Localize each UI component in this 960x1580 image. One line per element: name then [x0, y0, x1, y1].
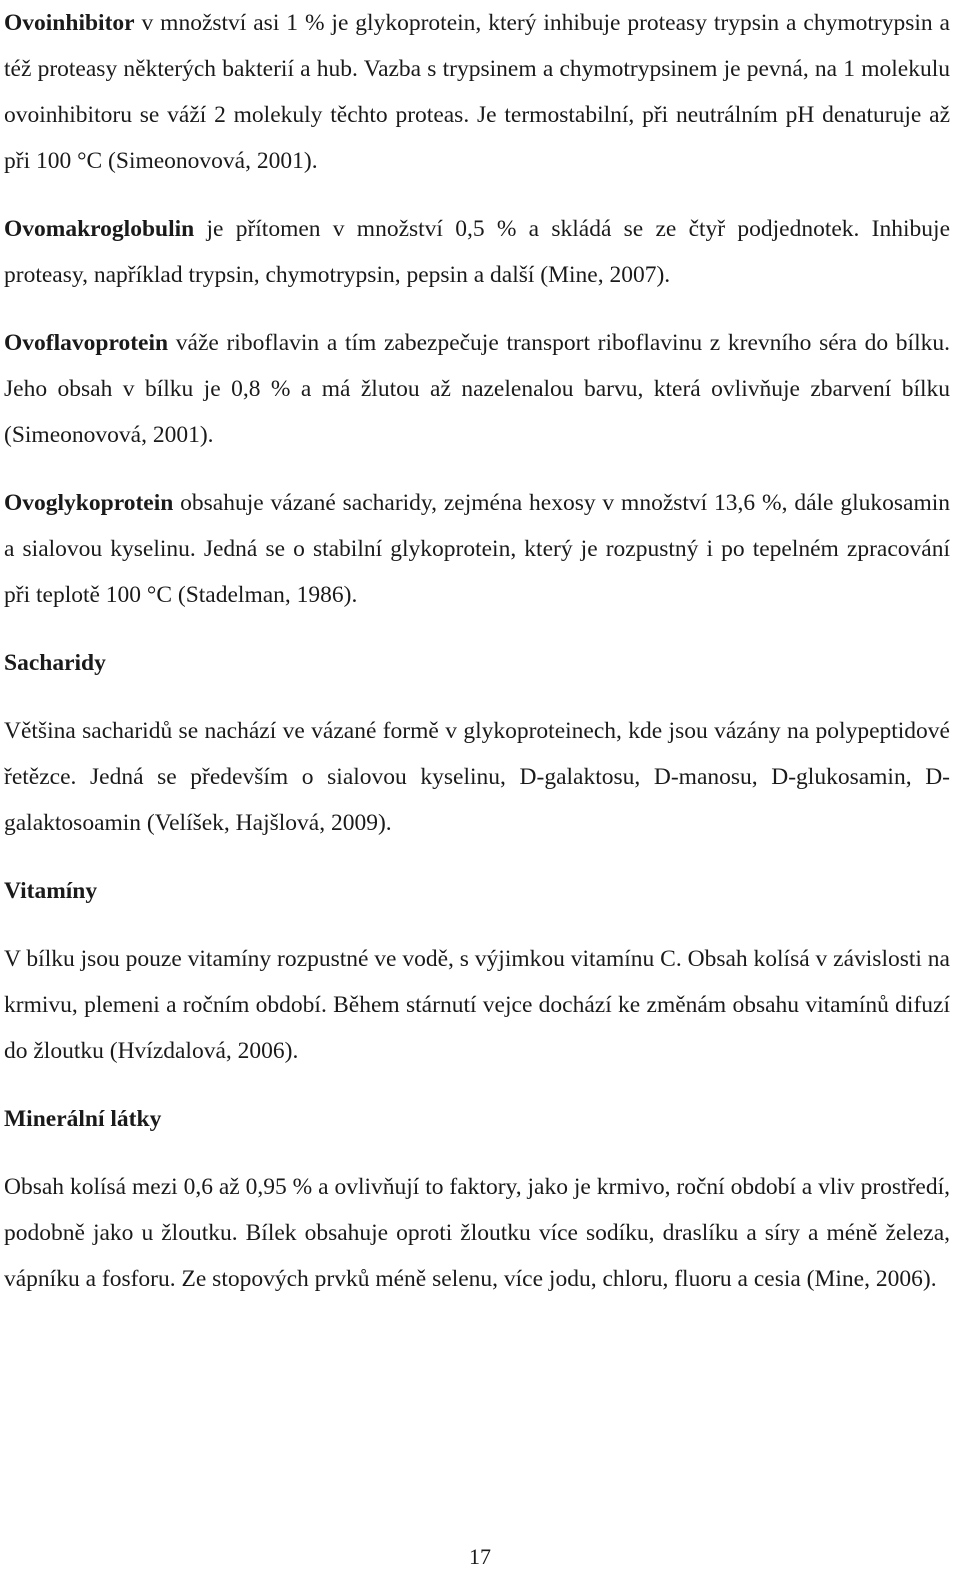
- paragraph-sacharidy: Většina sacharidů se nachází ve vázané formě v glykoproteinech, kde jsou vázány na polypeptidové řetězce. Jedná se především o sialovou kyselinu, D-galaktosu, D-manosu, D-glukosamin, D-galaktosoamin (Velíšek, Hajšlová, 2009).: [4, 718, 950, 836]
- paragraph-ovoglykoprotein: [4, 480, 950, 618]
- page-number: 17: [469, 1544, 491, 1569]
- paragraph-ovomakroglobulin-text: je přítomen v množství 0,5 % a skládá se ze čtyř podjednotek. Inhibuje proteasy, například trypsin, chymotrypsin, pepsin a další (Mine, 2007).: [4, 216, 950, 288]
- heading-vitaminy: Vitamíny: [4, 878, 98, 904]
- term-ovomakroglobulin: Ovomakroglobulin: [4, 216, 195, 242]
- paragraph-ovoglykoprotein-text: obsahuje vázané sacharidy, zejména hexosy v množství 13,6 %, dále glukosamin a sialovou kyselinu. Jedná se o stabilní glykoprotein, který je rozpustný i po tepelném zpracování při teplotě 100 °C (Stadelman, 1986).: [4, 490, 950, 608]
- term-ovoflavoprotein: Ovoflavoprotein: [4, 330, 169, 356]
- term-ovoglykoprotein: Ovoglykoprotein: [4, 490, 174, 516]
- document-page: [4, 0, 950, 1302]
- paragraph-mineralni-latky: Obsah kolísá mezi 0,6 až 0,95 % a ovlivňují to faktory, jako je krmivo, roční období a vliv prostředí, podobně jako u žloutku. Bílek obsahuje oproti žloutku více sodíku, draslíku a síry a méně železa, vápníku a fosforu. Ze stopových prvků méně selenu, více jodu, chloru, fluoru a cesia (Mine, 2006).: [4, 1174, 950, 1292]
- term-ovoinhibitor: Ovoinhibitor: [4, 10, 135, 36]
- paragraph-ovoflavoprotein-text: váže riboflavin a tím zabezpečuje transport riboflavinu z krevního séra do bílku. Jeho obsah v bílku je 0,8 % a má žlutou až nazelenalou barvu, která ovlivňuje zbarvení bílku (Simeonovová, 2001).: [4, 330, 950, 448]
- heading-sacharidy: Sacharidy: [4, 650, 106, 676]
- paragraph-ovomakroglobulin: [4, 206, 950, 298]
- paragraph-vitaminy: V bílku jsou pouze vitamíny rozpustné ve vodě, s výjimkou vitamínu C. Obsah kolísá v závislosti na krmivu, plemeni a ročním období. Během stárnutí vejce dochází ke změnám obsahu vitamínů difuzí do žloutku (Hvízdalová, 2006).: [4, 946, 950, 1064]
- heading-mineralni-latky: Minerální látky: [4, 1106, 162, 1132]
- paragraph-ovoinhibitor-text: v množství asi 1 % je glykoprotein, který inhibuje proteasy trypsin a chymotrypsin a též proteasy některých bakterií a hub. Vazba s trypsinem a chymotrypsinem je pevná, na 1 molekulu ovoinhibitoru se váží 2 molekuly těchto proteas. Je termostabilní, při neutrálním pH denaturuje až při 100 °C (Simeonovová, 2001).: [4, 10, 950, 174]
- paragraph-ovoflavoprotein: [4, 320, 950, 458]
- paragraph-ovoinhibitor: [4, 0, 950, 184]
